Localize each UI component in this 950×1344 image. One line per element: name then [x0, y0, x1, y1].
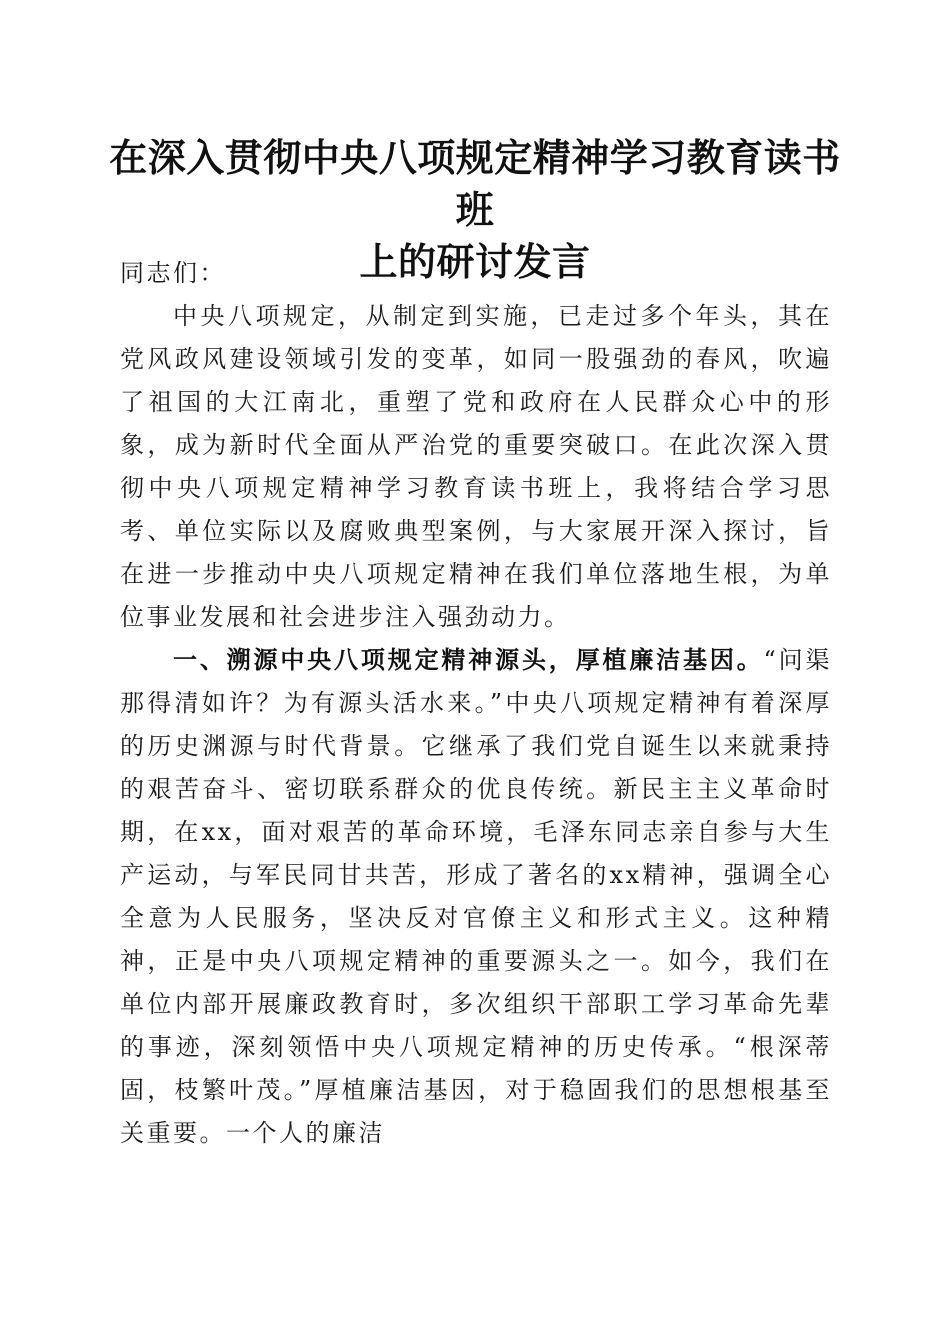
title-line-2: 上的研讨发言: [359, 239, 591, 284]
document-body: [120, 252, 832, 1155]
title-line-1: 在深入贯彻中央八项规定精神学习教育读书班: [109, 135, 841, 232]
salutation: 同志们：: [120, 259, 226, 287]
section-1-paragraph: [120, 639, 832, 1155]
opening-paragraph: 中央八项规定，从制定到实施，已走过多个年头，其在党风政风建设领域引发的变革，如同一股强劲的春风，吹遍了祖国的大江南北，重塑了党和政府在人民群众心中的形象，成为新时代全面从严治党的重要突破口。在此次深入贯彻中央八项规定精神学习教育读书班上，我将结合学习思考、单位实际以及腐败典型案例，与大家展开深入探讨，旨在进一步推动中央八项规定精神在我们单位落地生根，为单位事业发展和社会进步注入强劲动力。: [120, 302, 832, 631]
section-1-text: “问渠那得清如许？为有源头活水来。”中央八项规定精神有着深厚的历史渊源与时代背景。它继承了我们党自诞生以来就秉持的艰苦奋斗、密切联系群众的优良传统。新民主主义革命时期，在xx，面对艰苦的革命环境，毛泽东同志亲自参与大生产运动，与军民同甘共苦，形成了著名的xx精神，强调全心全意为人民服务，坚决反对官僚主义和形式主义。这种精神，正是中央八项规定精神的重要源头之一。如今，我们在单位内部开展廉政教育时，多次组织干部职工学习革命先辈的事迹，深刻领悟中央八项规定精神的历史传承。“根深蒂固，枝繁叶茂。”厚植廉洁基因，对于稳固我们的思想根基至关重要。一个人的廉洁: [120, 646, 833, 1147]
section-1-heading: 一、溯源中央八项规定精神源头，厚植廉洁基因。: [173, 646, 764, 674]
